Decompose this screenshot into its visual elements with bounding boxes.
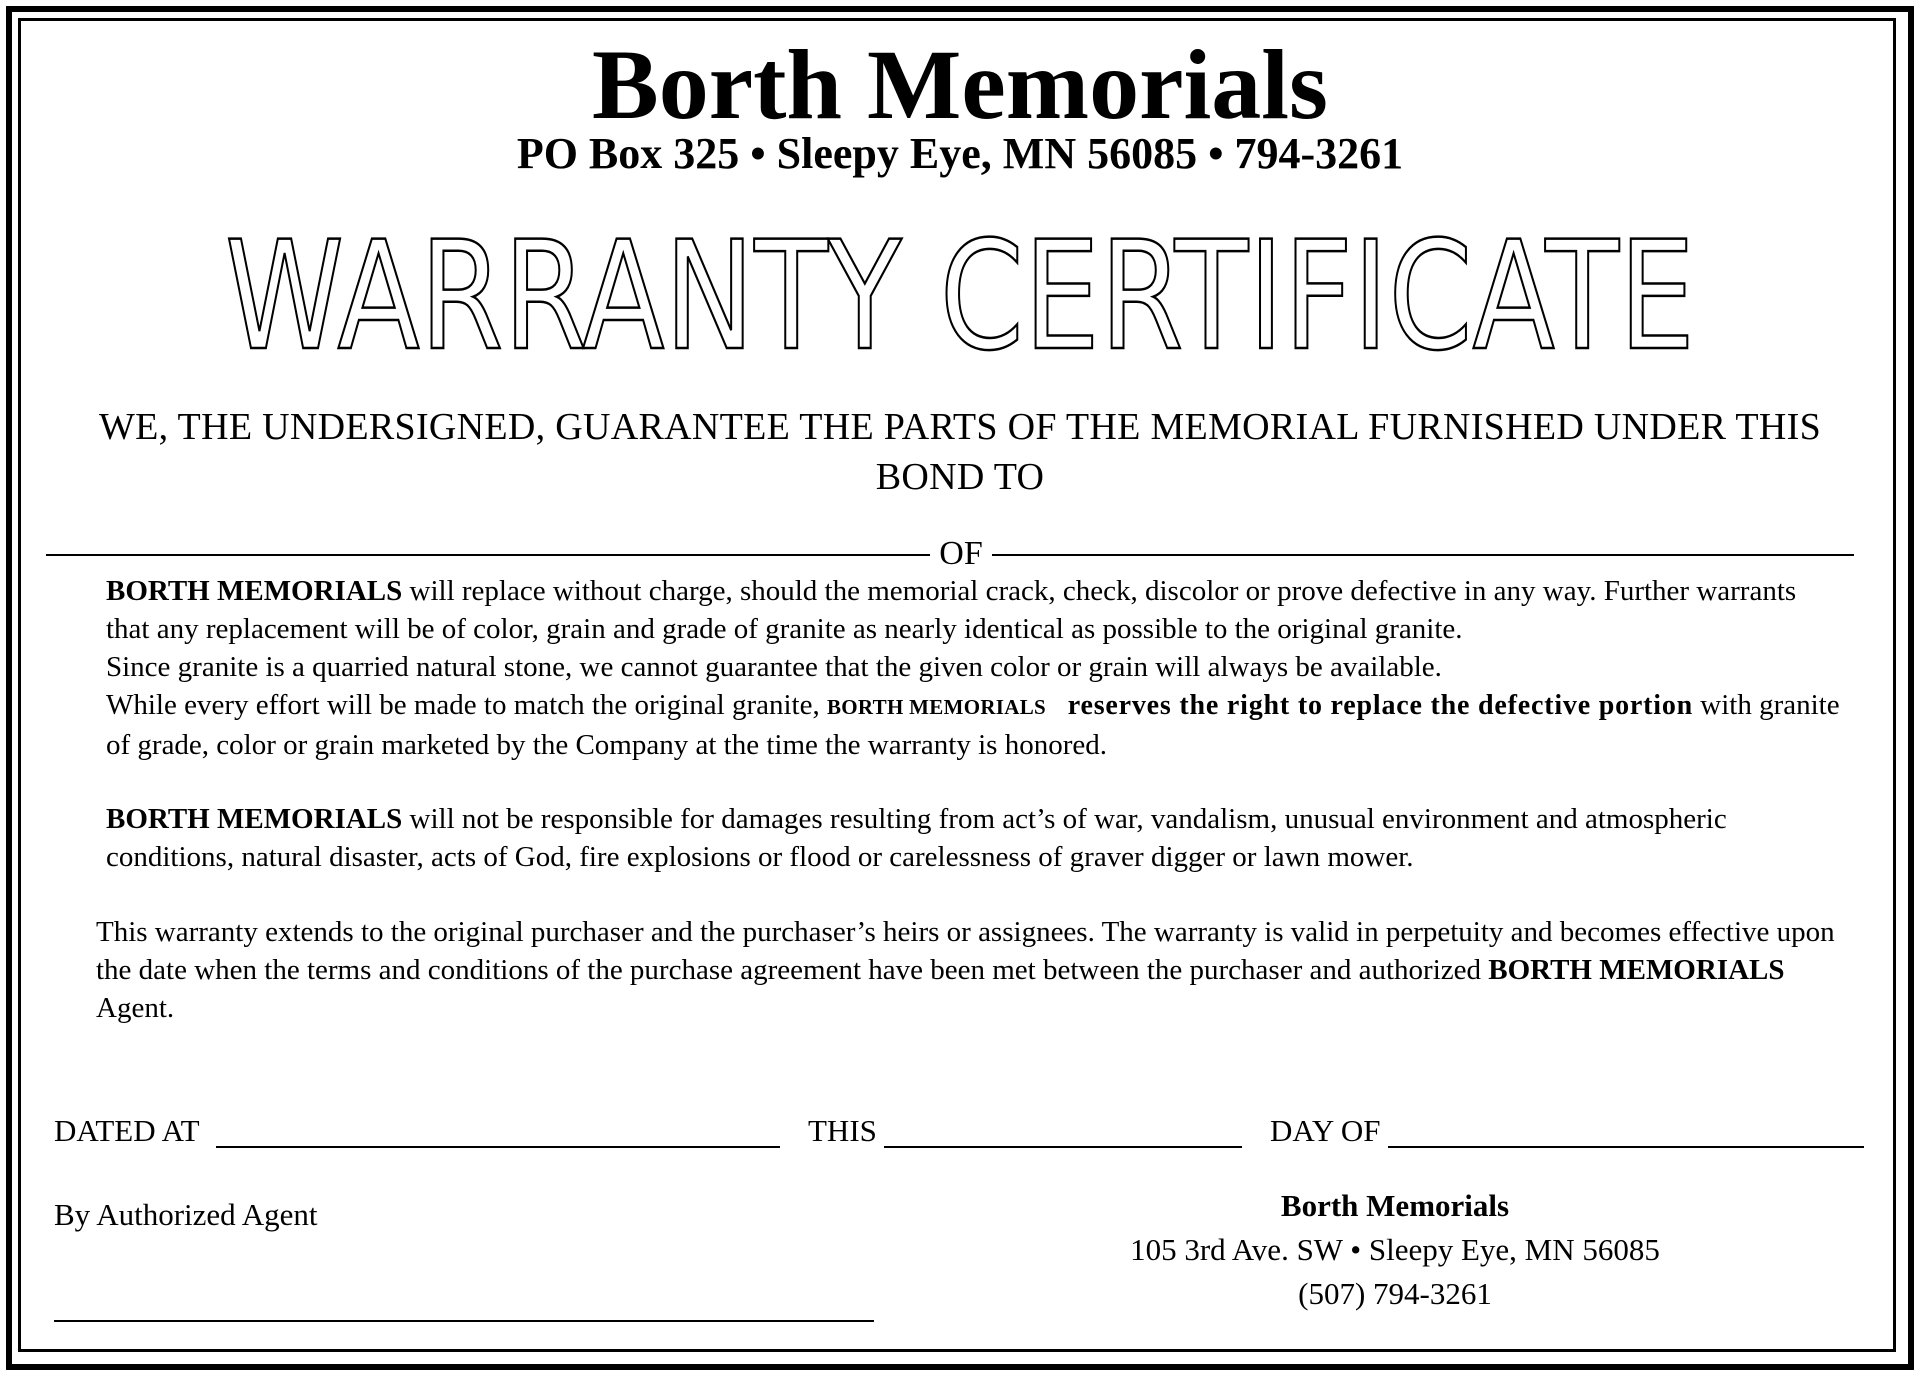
agent-signature-field[interactable] [54,1320,874,1322]
contact-phone: (507) 794-3261 [1298,1276,1492,1311]
extent-text: This warranty extends to the original purchaser and the purchaser’s heirs or assignees. The warranty is valid in perpetuity and becomes effective upon the date when the terms and conditions of the purchase agreement have been met between the purchaser and authorized [96,916,1835,986]
agent-text: Agent. [96,992,175,1024]
company-name-bold: BORTH MEMORIALS [1488,954,1785,986]
company-address: PO Box 325 • Sleepy Eye, MN 56085 • 794-3261 [516,129,1404,178]
contact-name: Borth Memorials [1280,1188,1510,1223]
contact-address: 105 3rd Ave. SW • Sleepy Eye, MN 56085 [1130,1232,1660,1267]
recipient-line [46,534,1854,574]
match-text: While every effort will be made to match the original granite, [106,689,827,721]
dated-at-field[interactable] [216,1146,780,1148]
authorized-agent-label: By Authorized Agent [54,1197,318,1232]
guarantee-statement: WE, THE UNDERSIGNED, GUARANTEE THE PARTS OF THE MEMORIAL FURNISHED UNDER THIS BOND TO [98,406,1822,498]
replacement-terms-paragraph [106,572,1846,764]
reserves-right-text: reserves the right to replace the defective portion [1067,690,1694,721]
certificate-title-text: WARRANTY CERTIFICATE [225,210,1695,384]
availability-text: Since granite is a quarried natural stone, we cannot guarantee that the given color or grain will always be available. [106,651,1442,683]
warranty-extent-paragraph [96,913,1856,1027]
of-label: OF [939,535,983,572]
honored-text: with granite of grade, color or grain marketed by the Company at the time the warranty is honored. [106,689,1840,761]
day-of-field[interactable] [1388,1146,1864,1148]
this-day-field[interactable] [884,1146,1242,1148]
company-name-bold: BORTH MEMORIALS [106,803,403,835]
replacement-text: will replace without charge, should the memorial crack, check, discolor or prove defective in any way. Further warrants that any replacement will be of color, grain and grade of granite as nearly identical as possible to the original granite. [106,575,1797,645]
day-of-label: DAY OF [1270,1113,1381,1148]
dated-at-label: DATED AT [54,1113,200,1148]
contact-block [1020,1184,1770,1316]
liability-paragraph [106,800,1846,876]
liability-text: will not be responsible for damages resulting from act’s of war, vandalism, unusual environment and atmospheric conditions, natural disaster, acts of God, fire explosions or flood or carelessness of graver digger or lawn mower. [106,803,1727,873]
certificate-title [220,210,1700,384]
recipient-fill-line-right [992,554,1854,556]
this-label: THIS [808,1113,877,1148]
company-name-small: BORTH MEMORIALS [826,695,1047,719]
company-name: Borth Memorials [592,29,1328,140]
recipient-fill-line-left [46,554,930,556]
company-name-bold: BORTH MEMORIALS [106,575,403,607]
